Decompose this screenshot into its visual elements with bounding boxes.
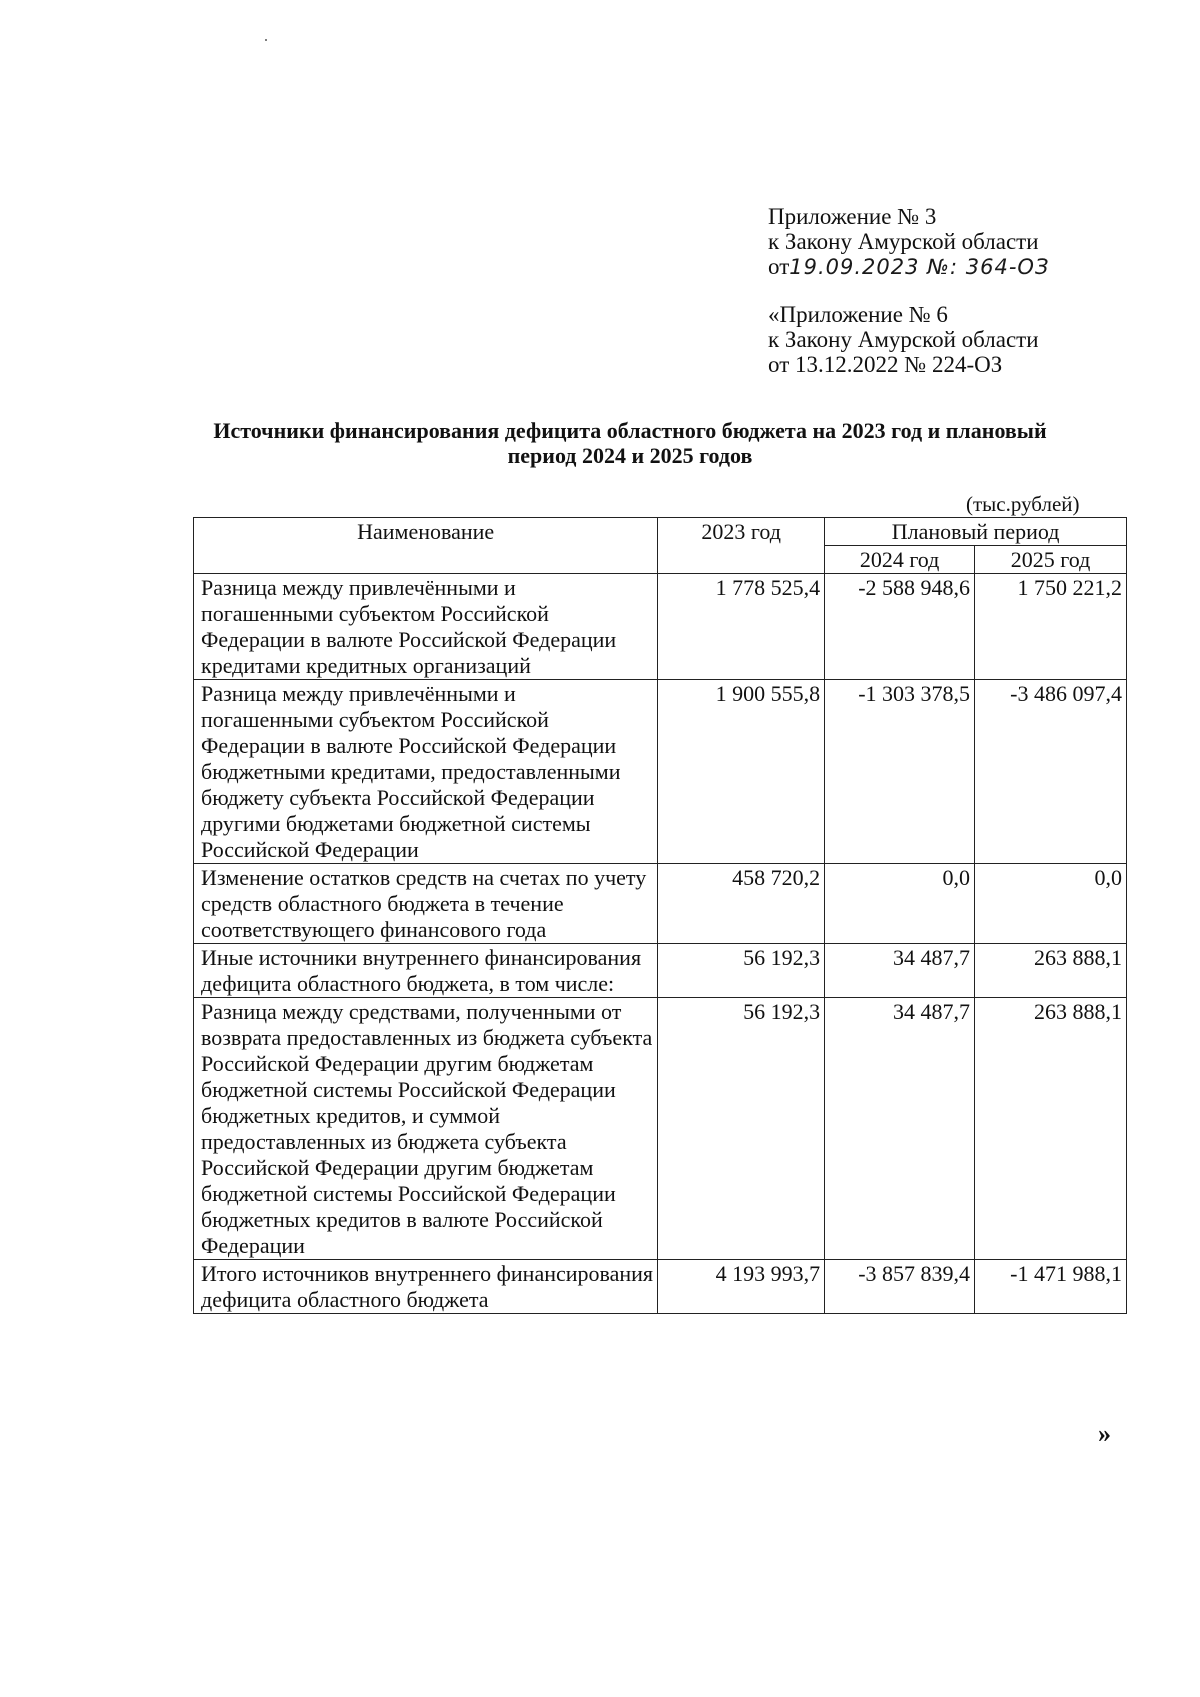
row-name: Изменение остатков средств на счетах по учету средств областного бюджета в течение соответствующего финансового года	[194, 864, 658, 944]
row-value-2024: -2 588 948,6	[825, 574, 975, 680]
table-row	[194, 574, 1127, 680]
table-row	[194, 998, 1127, 1260]
row-value-2024: 34 487,7	[825, 998, 975, 1260]
handwritten-date-number: 19.09.2023 №: 364-ОЗ	[789, 255, 1050, 279]
appendix-6-line1: «Приложение № 6	[768, 302, 948, 327]
header-2024: 2024 год	[825, 546, 975, 574]
table-row	[194, 680, 1127, 864]
appendix-3-date-prefix: от	[768, 254, 790, 279]
row-value-2023: 458 720,2	[658, 864, 825, 944]
appendix-6-line3: от 13.12.2022 № 224-ОЗ	[768, 352, 1003, 377]
row-value-2025: 263 888,1	[975, 944, 1127, 998]
row-value-2023: 56 192,3	[658, 944, 825, 998]
row-value-2024: -3 857 839,4	[825, 1260, 975, 1314]
row-value-2024: 34 487,7	[825, 944, 975, 998]
scan-speck	[265, 39, 267, 41]
closing-quote-mark: »	[1098, 1419, 1111, 1448]
row-value-2025: 263 888,1	[975, 998, 1127, 1260]
row-value-2023: 56 192,3	[658, 998, 825, 1260]
row-name: Разница между привлечёнными и погашенными субъектом Российской Федерации в валюте Российской Федерации бюджетными кредитами, предоставленными бюджету субъекта Российской Федерации другими бюджетами бюджетной системы Российской Федерации	[194, 680, 658, 864]
row-value-2024: 0,0	[825, 864, 975, 944]
header-planned-period: Плановый период	[825, 518, 1127, 546]
row-value-2025: 1 750 221,2	[975, 574, 1127, 680]
row-value-2023: 1 900 555,8	[658, 680, 825, 864]
table-row-total	[194, 1260, 1127, 1314]
appendix-3-header	[768, 204, 1049, 280]
appendix-3-line1: Приложение № 3	[768, 204, 937, 229]
table-row	[194, 944, 1127, 998]
appendix-6-line2: к Закону Амурской области	[768, 327, 1039, 352]
row-name: Разница между средствами, полученными от возврата предоставленных из бюджета субъекта Российской Федерации другим бюджетам бюджетной системы Российской Федерации бюджетных кредитов, и суммой предоставленных из бюджета субъекта Российской Федерации другим бюджетам бюджетной системы Российской Федерации бюджетных кредитов в валюте Российской Федерации	[194, 998, 658, 1260]
document-title-line2: период 2024 и 2025 годов	[507, 443, 753, 468]
row-value-2023: 1 778 525,4	[658, 574, 825, 680]
row-value-2025: -1 471 988,1	[975, 1260, 1127, 1314]
row-value-2023: 4 193 993,7	[658, 1260, 825, 1314]
row-value-2024: -1 303 378,5	[825, 680, 975, 864]
document-title-line1: Источники финансирования дефицита областного бюджета на 2023 год и плановый	[213, 418, 1047, 443]
row-name: Иные источники внутреннего финансирования дефицита областного бюджета, в том числе:	[194, 944, 658, 998]
header-2023: 2023 год	[658, 518, 825, 574]
appendix-3-line2: к Закону Амурской области	[768, 229, 1039, 254]
header-2025: 2025 год	[975, 546, 1127, 574]
table-header-row	[194, 518, 1127, 546]
unit-label: (тыс.рублей)	[966, 492, 1080, 516]
row-value-2025: 0,0	[975, 864, 1127, 944]
financing-sources-table	[193, 517, 1127, 1314]
row-value-2025: -3 486 097,4	[975, 680, 1127, 864]
header-name: Наименование	[194, 518, 658, 574]
document-title	[160, 418, 1100, 468]
row-name: Разница между привлечёнными и погашенными субъектом Российской Федерации в валюте Российской Федерации кредитами кредитных организаций	[194, 574, 658, 680]
row-name: Итого источников внутреннего финансирования дефицита областного бюджета	[194, 1260, 658, 1314]
appendix-3-line3	[768, 254, 1049, 280]
appendix-6-header	[768, 302, 1039, 377]
table-row	[194, 864, 1127, 944]
